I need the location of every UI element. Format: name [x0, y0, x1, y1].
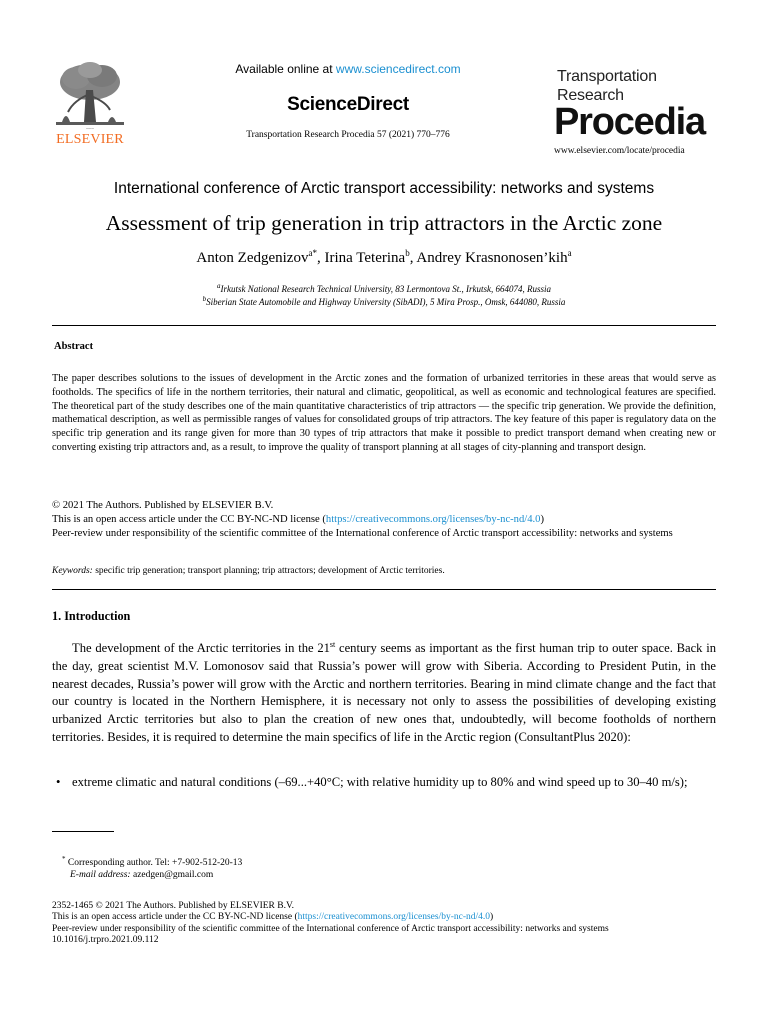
doi[interactable]: 10.1016/j.trpro.2021.09.112 — [52, 935, 159, 946]
footer-peer-review: Peer-review under responsibility of the scientific committee of the International conference of Arctic transport accessibility: networks and systems — [52, 923, 609, 934]
author-separator: , — [316, 250, 325, 266]
keywords-text: specific trip generation; transport planning; trip attractors; development of Arctic territories. — [95, 566, 445, 576]
journal-logo-line1: Transportation — [557, 68, 657, 85]
peer-review-line: Peer-review under responsibility of the scientific committee of the International conference of Arctic transport accessibility: networks and systems — [52, 527, 673, 539]
author-affiliation-marker: a — [567, 248, 572, 258]
page-footer — [52, 901, 716, 947]
license-line — [52, 513, 716, 527]
paper-title: Assessment of trip generation in trip attractors in the Arctic zone — [105, 211, 663, 235]
footer-license-line — [52, 912, 716, 923]
license-suffix: ) — [540, 513, 544, 525]
paragraph-text-part2: century seems as important as the first human trip to outer space. Back in the day, great scientist M.V. Lomonosov said that Russia’s power will grow with Siberia. According to President Putin, in the nearest decades, Russia’s power will grow with the Arctic and northern territories. Bearing in mind climate change and the fact that our country is located in the Northern Hemisphere, it is necessary not only to assess the possibilities of developing existing urbanized Arctic territories but also to plan the creation of new ones that, undoubtedly, will become footholds of northern territories. Besides, it is required to determine the main specifics of life in the Arctic region (ConsultantPlus 2020): — [52, 641, 716, 744]
svg-text:~~~: ~~~ — [85, 127, 95, 132]
journal-logo-line2: Research — [557, 87, 624, 104]
keywords-label: Keywords: — [52, 566, 93, 576]
affiliation-marker: a — [216, 282, 221, 290]
copyright-line: © 2021 The Authors. Published by ELSEVIER B.V. — [52, 500, 274, 511]
author-name: Irina Teterina — [324, 250, 406, 266]
affiliation-b — [0, 295, 768, 307]
corresponding-author-note — [62, 855, 242, 868]
affiliation-a — [0, 282, 768, 294]
available-online-prefix: Available online at — [235, 62, 333, 76]
journal-reference: Transportation Research Procedia 57 (2021) 770–776 — [246, 130, 450, 140]
abstract-heading: Abstract — [54, 341, 94, 352]
email-address[interactable]: azedgen@gmail.com — [132, 870, 214, 880]
corresponding-author-text: Corresponding author. Tel: +7-902-512-20-13 — [67, 858, 243, 869]
journal-logo-line3: Procedia — [554, 101, 705, 143]
license-prefix: This is an open access article under the CC BY-NC-ND license ( — [52, 912, 298, 923]
footnote-rule — [52, 831, 114, 832]
abstract-copyright-block — [52, 499, 716, 540]
license-suffix: ) — [490, 912, 494, 923]
issn-line: 2352-1465 © 2021 The Authors. Published by ELSEVIER B.V. — [52, 901, 294, 911]
conference-name: International conference of Arctic transport accessibility: networks and systems — [113, 180, 655, 197]
sciencedirect-link[interactable]: www.sciencedirect.com — [335, 62, 461, 76]
journal-url[interactable]: www.elsevier.com/locate/procedia — [554, 146, 685, 156]
author-separator: , — [409, 250, 417, 266]
sciencedirect-wordmark: ScienceDirect — [287, 94, 409, 115]
author-name: Anton Zedgenizov — [196, 250, 309, 266]
author-affiliation-marker: a* — [308, 248, 317, 258]
paragraph-text-part1: The development of the Arctic territories in the 21 — [72, 641, 330, 655]
author-list — [0, 248, 768, 267]
author-name: Andrey Krasnonosen’kih — [416, 250, 568, 266]
license-link[interactable]: https://creativecommons.org/licenses/by-nc-nd/4.0 — [297, 912, 491, 923]
abstract-bottom-rule — [52, 589, 716, 590]
affiliation-text: Siberian State Automobile and Highway University (SibADI), 5 Mira Prosp., Omsk, 644080, Russia — [206, 297, 566, 307]
introduction-body — [52, 640, 716, 747]
abstract-top-rule — [52, 325, 716, 326]
footnote-marker: * — [62, 855, 66, 863]
keywords-line — [52, 566, 716, 576]
affiliation-text: Irkutsk National Research Technical University, 83 Lermontova St., Irkutsk, 664074, Russia — [220, 284, 552, 294]
license-link[interactable]: https://creativecommons.org/licenses/by-nc-nd/4.0 — [325, 513, 541, 525]
bullet-text: extreme climatic and natural conditions (–69...+40°C; with relative humidity up to 80% and wind speed up to 30–40 m/s); — [72, 775, 688, 789]
email-note — [70, 870, 213, 880]
introduction-paragraph — [52, 640, 716, 747]
license-prefix: This is an open access article under the CC BY-NC-ND license ( — [52, 513, 326, 525]
author-affiliation-marker: b — [405, 248, 410, 258]
available-online-line — [200, 62, 496, 76]
ordinal-superscript: st — [329, 639, 336, 649]
email-label: E-mail address: — [70, 870, 131, 880]
abstract-body: The paper describes solutions to the issues of development in the Arctic zones and the formation of urbanized territories in these areas that would serve as footholds. The specifics of life in the northern territories, their natural and climatic, geopolitical, as well as economic and technological features are specified. The theoretical part of the study describes one of the main quantitative characteristics of trip attractors — the specific trip generation. We provide the definition, mathematical description, as well as permissible ranges of values for consolidated groups of trip attractors. The key feature of this paper is regulatory data on the specific trip generation and its range given for more than 30 types of trip attractors that make it possible to predict transport demand when creating new or converting existing trip attractors and, as a result, to improve the quality of transport planning at all stages of city-planning and transport design. — [52, 373, 716, 453]
bullet-icon: • — [56, 775, 61, 789]
introduction-heading: 1. Introduction — [52, 609, 131, 623]
affiliation-marker: b — [202, 295, 207, 303]
elsevier-wordmark: ELSEVIER — [56, 132, 124, 147]
